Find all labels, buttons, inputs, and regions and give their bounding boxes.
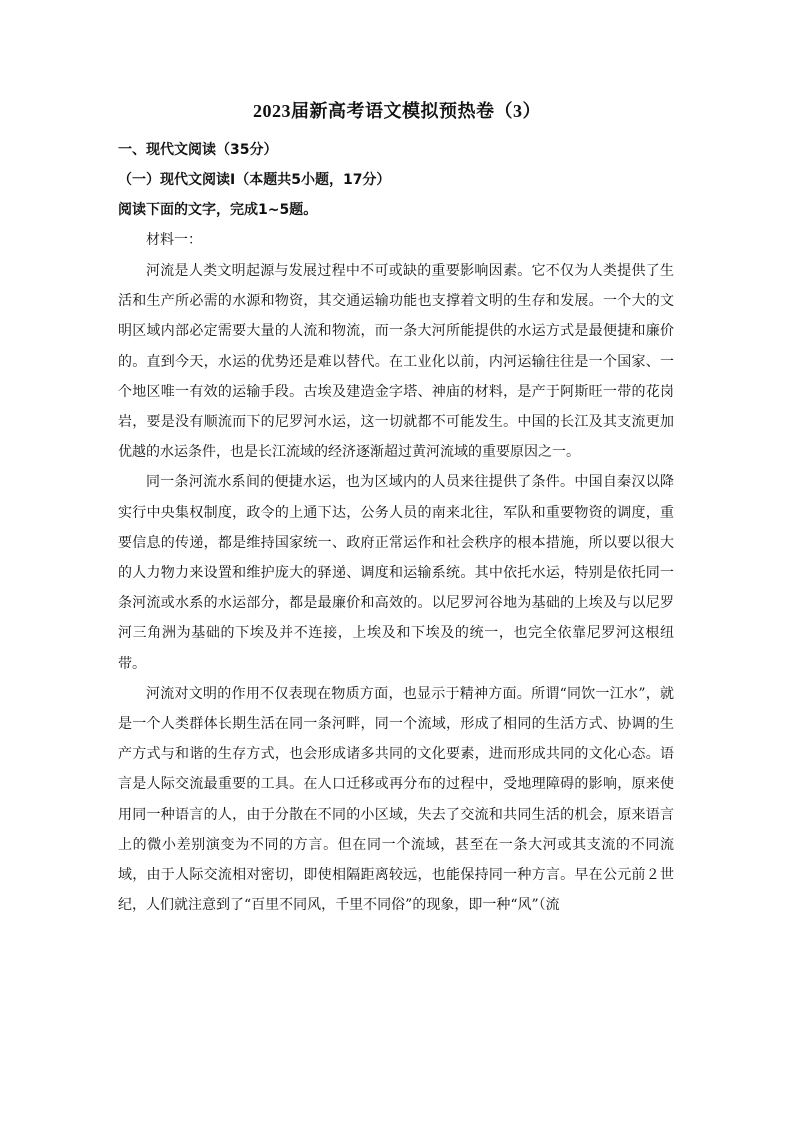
- paragraph: 同一条河流水系间的便捷水运，也为区域内的人员来往提供了条件。中国自秦汉以降实行中央集权制度，政令的上通下达，公务人员的南来北往，军队和重要物资的调度，重要信息的传递，都是维持国家统一、政府正常运作和社会秩序的根本措施，所以要以很大的人力物力来设置和维护庞大的驿递、调度和运输系统。其中依托水运，特别是依托同一条河流或水系的水运部分，都是最廉价和高效的。以尼罗河谷地为基础的上埃及与以尼罗河三角洲为基础的下埃及并不连接，上埃及和下埃及的统一，也完全依靠尼罗河这根纽带。: [118, 474, 674, 672]
- section-heading: 一、现代文阅读（35分）: [118, 142, 278, 158]
- paragraph: 河流是人类文明起源与发展过程中不可或缺的重要影响因素。它不仅为人类提供了生活和生产所必需的水源和物资，其交通运输功能也支撑着文明的生存和发展。一个大的文明区域内部必定需要大量的人流和物流，而一条大河所能提供的水运方式是最便捷和廉价的。直到今天，水运的优势还是难以替代。在工业化以前，内河运输往往是一个国家、一个地区唯一有效的运输手段。古埃及建造金字塔、神庙的材料，是产于阿斯旺一带的花岗岩，要是没有顺流而下的尼罗河水运，这一切就都不可能发生。中国的长江及其支流更加优越的水运条件，也是长江流域的经济逐渐超过黄河流域的重要原因之一。: [118, 263, 674, 461]
- passage-body: [118, 256, 674, 920]
- exam-title: 2023届新高考语文模拟预热卷（3）: [253, 101, 541, 121]
- subsection-heading: （一）现代文阅读Ⅰ（本题共5小题，17分）: [118, 172, 391, 188]
- reading-instruction: 阅读下面的文字，完成1~5题。: [118, 202, 318, 218]
- paragraph: 河流对文明的作用不仅表现在物质方面，也显示于精神方面。所谓“同饮一江水”，就是一个人类群体长期生活在同一条河畔，同一个流域，形成了相同的生活方式、协调的生产方式与和谐的生存方式，也会形成诸多共同的文化要素，进而形成共同的文化心态。语言是人际交流最重要的工具。在人口迁移或再分布的过程中，受地理障碍的影响，原来使用同一种语言的人，由于分散在不同的小区域，失去了交流和共同生活的机会，原来语言上的微小差别演变为不同的方言。但在同一个流域，甚至在一条大河或其支流的不同流域，由于人际交流相对密切，即使相隔距离较远，也能保持同一种方言。早在公元前２世纪，人们就注意到了“百里不同风，千里不同俗”的现象，即一种“风”（流: [118, 685, 674, 914]
- material-label: 材料一：: [146, 232, 202, 248]
